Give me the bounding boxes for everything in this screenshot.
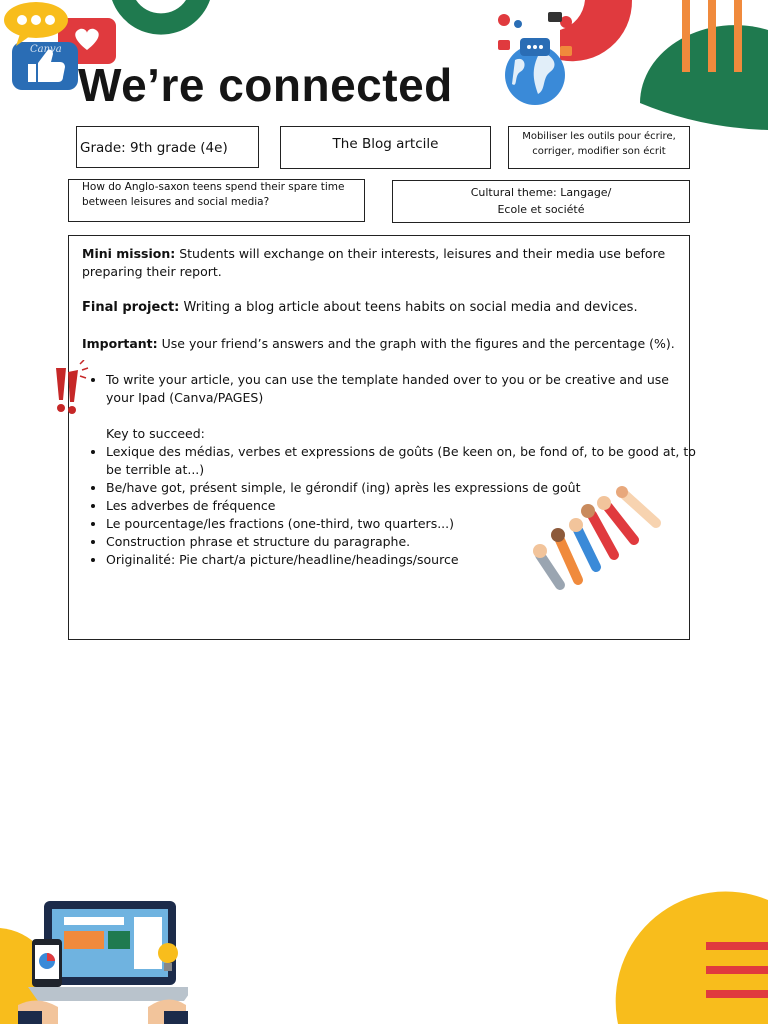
list-item: • Originalité: Pie chart/a picture/headline/headings/source: [106, 551, 576, 569]
skills-text: Mobiliser les outils pour écrire, corriger, modifier son écrit: [522, 131, 676, 157]
mini-mission-label: Mini mission:: [82, 246, 176, 261]
theme-line1: Cultural theme: Langage/: [470, 186, 612, 199]
keys-list: [82, 443, 696, 569]
list-item: • Le pourcentage/les fractions (one-third, two quarters...): [106, 515, 576, 533]
theme-box: [392, 180, 690, 223]
grade-box: [76, 126, 259, 168]
final-project-label: Final project:: [82, 300, 180, 315]
red-bar: [706, 966, 768, 974]
topic-text: The Blog artcile: [332, 136, 439, 152]
exclamation-icon: [50, 360, 90, 420]
orange-bar: [708, 0, 716, 72]
mini-mission: [82, 245, 677, 281]
list-item: • Les adverbes de fréquence: [106, 497, 576, 515]
list-item: • To write your article, you can use the template handed over to you or be creative and use your Ipad (Canva/PAGES): [106, 371, 677, 407]
grade-text: Grade: 9th grade (4e): [80, 140, 228, 156]
red-bar: [706, 942, 768, 950]
final-project-text: Writing a blog article about teens habits on social media and devices.: [179, 300, 638, 315]
question-text: How do Anglo-saxon teens spend their spare time between leisures and social media?: [82, 181, 345, 208]
green-semicircle-shape: [640, 25, 768, 130]
skills-box: [508, 126, 690, 169]
logo-watermark: Canva: [30, 44, 62, 55]
topic-box: [280, 126, 491, 169]
mini-mission-text: Students will exchange on their interests, leisures and their media use before preparing their report.: [82, 246, 666, 279]
important-text: Use your friend’s answers and the graph with the figures and the percentage (%).: [157, 336, 675, 351]
instructions-list: [82, 371, 677, 407]
question-box: [68, 179, 365, 222]
orange-bar: [682, 0, 690, 72]
important-note: [82, 335, 677, 353]
globe-media-icon: [490, 10, 580, 105]
list-item: • Be/have got, présent simple, le gérondif (ing) après les expressions de goût: [106, 479, 706, 497]
page-title: We’re connected: [78, 59, 453, 111]
green-arc-shape: [112, 0, 210, 35]
final-project: [82, 299, 677, 317]
raised-hands-icon: [530, 485, 665, 595]
important-label: Important:: [82, 336, 158, 351]
theme-line2: Ecole et société: [497, 203, 585, 216]
key-label: Key to succeed:: [106, 426, 205, 441]
list-item: • Lexique des médias, verbes et expressions de goûts (Be keen on, be fond of, to be good at, to be terrible at...): [106, 443, 706, 479]
yellow-circle-shape: [616, 892, 768, 1024]
orange-bar: [734, 0, 742, 72]
list-item: • Construction phrase et structure du paragraphe.: [106, 533, 576, 551]
laptop-icon: [18, 895, 188, 1024]
red-bar: [706, 990, 768, 998]
